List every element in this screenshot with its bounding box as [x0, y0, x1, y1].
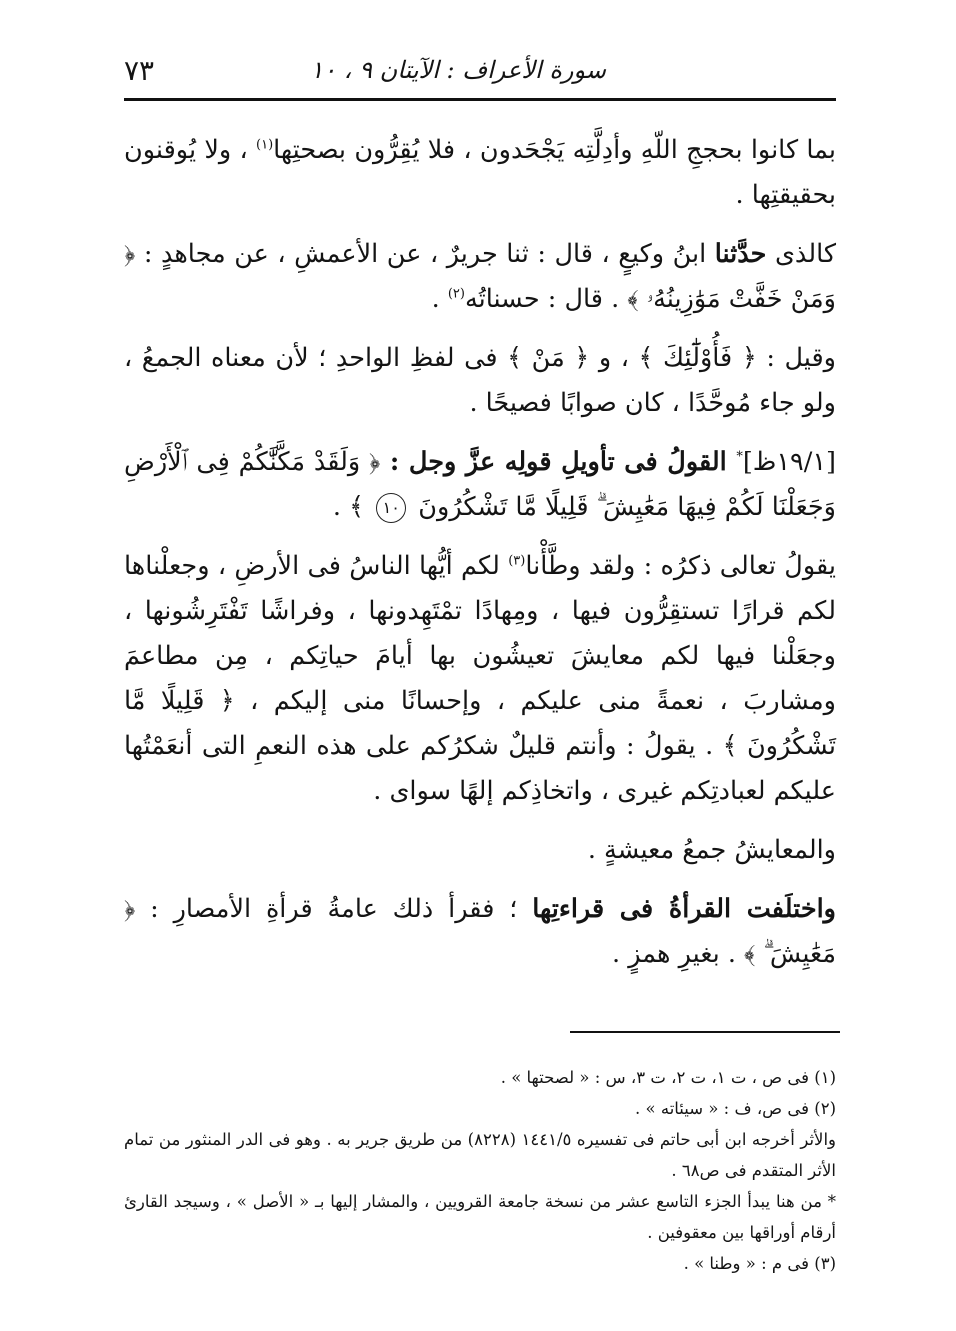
text-span: [١٩/١ظ]: [742, 447, 836, 477]
footnote-ref: (٢): [447, 286, 465, 302]
text-span: ﴿ وَلَقَدْ مَكَّنَّٰكُمْ فِى ٱلْأَرْضِ وَجَعَلْنَا لَكُمْ فِيهَا مَعَٰيِشَ ۗ قَلِيلًا مَّا تَشْكُرُونَ: [124, 447, 836, 522]
page-number: ٧٣: [124, 54, 155, 87]
text-span: ابنُ وكيعٍ ، قال : ثنا جريرٌ ، عن الأعمشِ ، عن مجاهدٍ : ﴿ وَمَنْ خَفَّتْ مَوَٰزِينُهُۥ ﴾ . قال : حسناتُه: [124, 239, 836, 314]
text-span: .: [431, 284, 448, 314]
body-paragraph: [124, 232, 836, 322]
footnote-ref: (٣): [508, 553, 526, 569]
text-span: ، ولا يُوقنون بحقيقتِها .: [124, 135, 836, 210]
footnote: (٢) فى ص، ف : « سيئاته » .: [635, 1099, 836, 1118]
footnote-ref: (١): [256, 137, 274, 153]
text-span: ؛ فقرأ ذلك عامةُ قرأةِ الأمصارِ : ﴿ مَعَٰيِشَ ۗ ﴾ . بغيرِ همزٍ .: [124, 894, 836, 969]
text-span: كالذى: [766, 239, 837, 269]
page-header: [124, 50, 836, 94]
running-title: سورة الأعراف : الآيتان ٩ ، ١٠: [310, 56, 606, 84]
bold-text-span: حدَّثنا: [714, 239, 767, 269]
verse-number-mark: ١٠: [376, 493, 406, 523]
text-span: ﴾ .: [332, 492, 373, 522]
footnote-ref: *: [736, 449, 743, 465]
footnote: والأثر أخرجه ابن أبى حاتم فى تفسيره ١٤٤١/٥ (٨٢٢٨) من طريق جرير به . وهو فى الدر المنثور من تمام الأثر المتقدم فى ص٦٨ .: [124, 1130, 837, 1180]
body-paragraph: [124, 828, 836, 873]
bold-text-span: القولُ فى تأويلِ قولِه عزَّ وجل :: [380, 447, 737, 477]
text-span: يقولُ تعالى ذكرُه : ولقد وطَّأْنا: [525, 551, 836, 581]
footnote: * من هنا يبدأ الجزء التاسع عشر من نسخة جامعة القرويين ، والمشار إليها بـ « الأصل » ، وسيجد القارئ أرقام أوراقها بين معقوفين .: [124, 1192, 836, 1242]
footnote: (١) فى ص ، ت ١، ت ٢، ت ٣، س : « لصحتها » .: [500, 1068, 836, 1087]
footnotes: [124, 1062, 836, 1279]
body-paragraph: [124, 128, 836, 218]
body-paragraph: [124, 440, 836, 530]
text-span: والمعايشُ جمعُ معيشةٍ .: [587, 835, 836, 865]
header-rule: [124, 98, 836, 101]
bold-text-span: واختلَفت القرأةُ فى قراءتِها: [532, 894, 836, 924]
footnote: (٣) فى م : « وطنا » .: [683, 1254, 836, 1273]
body-paragraph: [124, 887, 836, 977]
body-paragraph: [124, 544, 836, 814]
text-span: وقيل : ﴿ فَأُوْلَٰٓئِكَ ﴾ ، و ﴿ مَنْ ﴾ فى لفظِ الواحدِ ؛ لأن معناه الجمعُ ، ولو جاء مُوحَّدًا ، كان صوابًا فصيحًا .: [124, 343, 836, 418]
text-span: بما كانوا بحججِ اللّهِ وأدِلَّتِه يَجْحَدون ، فلا يُقِرُّون بصحتِها: [273, 135, 836, 165]
main-text: [124, 128, 836, 977]
body-paragraph: [124, 336, 836, 426]
footnote-rule: [570, 1031, 840, 1033]
text-span: لكم أيُّها الناسُ فى الأرضِ ، وجعلْناها لكم قرارًا تستقِرُّون فيها ، ومِهادًا تمْتَهِدونها ، وفراشًا تَفْتَرِشُونها ، وجعَلْنا فيها لكم معايشَ تعيشُون بها أيامَ حياتِكم ، مِن مطاعمَ ومشاربَ ، نعمةً منى عليكم ، وإحسانًا منى إليكم ، ﴿ قَلِيلًا مَّا تَشْكُرُونَ ﴾ . يقولُ : وأنتم قليلٌ شكرُكم على هذه النعمِ التى أنعَمْتُها عليكم لعبادتِكم غيرى ، واتخاذِكم إلهًا سواى .: [124, 551, 836, 806]
